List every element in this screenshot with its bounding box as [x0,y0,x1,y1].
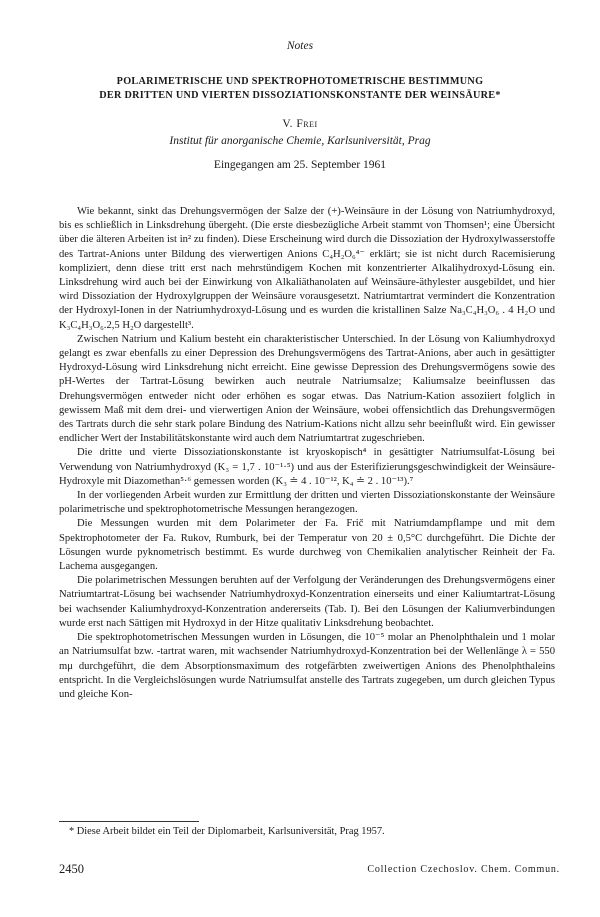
journal-name: Collection Czechoslov. Chem. Commun. [367,864,560,875]
footnote-divider [59,821,199,822]
footnote: * Diese Arbeit bildet ein Teil der Diplomarbeit, Karlsuniversität, Prag 1957. [69,826,385,837]
article-body [59,205,555,702]
author: V. Frei [282,118,318,130]
section-header: Notes [286,40,314,52]
paragraph-6: Die polarimetrischen Messungen beruhten auf der Verfolgung der Veränderungen des Drehungsvermögens einer Natriumtartrat-Lösung bei wachsender Natriumhydroxyd-Konzentration einerseits und einer Kaliumtartrat-Lösung bei wachsender Kaliumhydroxyd-Konzentration andererseits (Tab. I). Bei den Lösungen der Kaliumverbindungen wurde erst nach Sättigen mit Hydroxyd in der Hitze qualitativ Linksdrehung beobachtet. [59,575,555,629]
title-line-1: POLARIMETRISCHE UND SPEKTROPHOTOMETRISCHE BESTIMMUNG [116,76,484,87]
paragraph-7: Die spektrophotometrischen Messungen wurden in Lösungen, die 10⁻⁵ molar an Phenolphthalein und 1 molar an Natriumsulfat bzw. -tartrat waren, mit wachsender Natriumhydroxyd-Konzentration bei der Wellenlänge λ = 550 mμ durchgeführt, die dem Absorptionsmaximum des rotgefärbten zweiwertigen Anions des Phenolphthaleins entspricht. In die Vergleichslösungen wurde Natriumsulfat anstelle des Tartrats zugegeben, um durch gleichen Typus und gleiche Kon- [59,632,555,700]
title-line-2: DER DRITTEN UND VIERTEN DISSOZIATIONSKONSTANTE DER WEINSÄURE* [99,90,501,101]
paragraph-1: Wie bekannt, sinkt das Drehungsvermögen der Salze der (+)-Weinsäure in der Lösung von Natriumhydroxyd, bis es schließlich in Linksdrehung übergeht. (Die erste diesbezügliche Arbeit stammt von Thomsen¹; eine Übersicht über die älteren Arbeiten ist in² zu finden). Diese Erscheinung wird durch die Dissoziation der Hydroxylwasserstoffe des Tartrat-Anions unter Bildung des vierwertigen Anions C₄H₂O₆⁴⁻ erklärt; sie ist nicht durch Racemisierung kompliziert, denn diese tritt erst nach mehrstündigem Kochen mit konzentrierter Alkalihydroxyd-Lösung ein. Linksdrehung wird auch bei der Einwirkung von Alkaliäthanolaten auf Weinsäure-äthylester ausgebildet, und hier wird Dissoziation der Hydroxylgruppen der Weinsäure vorausgesetzt. Natriumtartrat vermindert die Konzentration der Hydroxyl-Ionen in der Natriumhydroxyd-Lösung und es wurden die kristallinen Salze Na₃C₄H₃O₆ . 4 H₂O und K₃C₄H₃O₆.2,5 H₂O dargestellt³. [59,206,555,331]
page-number: 2450 [59,862,84,876]
institute: Institut für anorganische Chemie, Karlsuniversität, Prag [169,135,431,147]
paragraph-5: Die Messungen wurden mit dem Polarimeter der Fa. Frič mit Natriumdampflampe und mit dem Spektrophotometer der Fa. Rukov, Rumburk, bei der Temperatur von 20 ± 0,5°C durchgeführt. Die Dichte der Lösungen wurde pyknometrisch bestimmt. Es wurde durchweg von Chemikalien analytischer Reinheit der Fa. Lachema ausgegangen. [59,518,555,573]
paragraph-4: In der vorliegenden Arbeit wurden zur Ermittlung der dritten und vierten Dissoziationskonstante der Weinsäure polarimetrische und spektrophotometrische Messungen herangezogen. [59,490,555,516]
paragraph-2: Zwischen Natrium und Kalium besteht ein charakteristischer Unterschied. In der Lösung von Kaliumhydroxyd gelangt es zwar ebenfalls zu einer Depression des Drehungsvermögens des Tartrat-Anions, aber auch in gesättigter Hydroxyd-Lösung wird Linksdrehung nicht erreicht. Eine gewisse Depression des Drehungsvermögens sowie des pH-Wertes der Tartrat-Lösung bewirken auch neutrale Natriumsalze; Kaliumsalze beeinflussen das Drehungsvermögen entweder nicht oder erhöhen es sogar etwas. Das Natrium-Kation assoziiert folglich in gewissem Maß mit dem drei- und vierwertigen Anion der Weinsäure, wobei offensichtlich das Drehungsvermögen des Tartrats durch die sehr stark polare Bindung des Natrium-Kations nicht allzu sehr beeinflußt wird. Ein gewisser endlicher Wert der Instabilitätskonstante wird auch dem Natriumtartrat zugeschrieben. [59,333,555,445]
received-date: Eingegangen am 25. September 1961 [213,159,387,171]
article-title [60,75,540,103]
paragraph-3: Die dritte und vierte Dissoziationskonstante ist kryoskopisch⁴ in gesättigter Natriumsulfat-Lösung bei Verwendung von Natriumhydroxyd (K₃ = 1,7 . 10⁻¹·⁵) und aus der Esterifizierungsgeschwindigkeit der Weinsäure-Hydroxyle mit Diazomethan⁵·⁶ gemessen worden (K₃ ≐ 4 . 10⁻¹², K₄ ≐ 2 . 10⁻¹³).⁷ [59,447,555,487]
